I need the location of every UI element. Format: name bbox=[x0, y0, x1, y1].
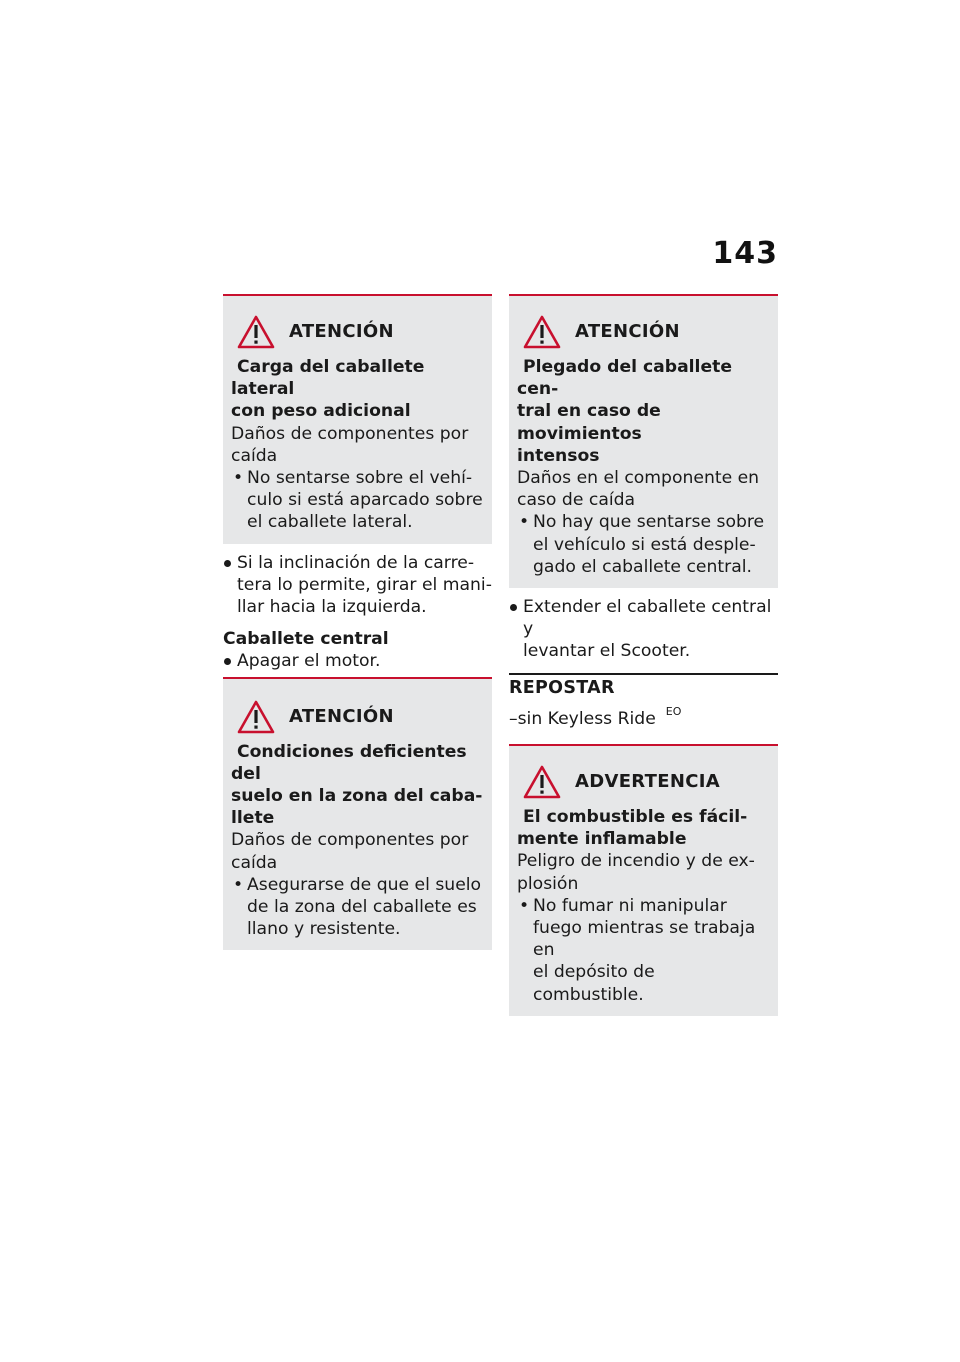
instruction-step bbox=[223, 552, 492, 619]
bullet-line: el caballete lateral. bbox=[247, 512, 413, 533]
box-title bbox=[231, 356, 484, 423]
title-line: llete bbox=[231, 808, 275, 829]
instruction-steps bbox=[509, 596, 778, 663]
text-line: caída bbox=[231, 445, 278, 466]
box-header bbox=[237, 699, 484, 735]
box-consequence bbox=[231, 423, 484, 467]
title-line-text: Carga del caballete lateral bbox=[231, 357, 425, 400]
step-line: llar hacia la izquierda. bbox=[237, 597, 427, 618]
text-line: plosión bbox=[517, 873, 579, 894]
instruction-steps bbox=[223, 552, 492, 619]
box-label: ATENCIÓN bbox=[289, 320, 394, 342]
attention-box-center-stand bbox=[509, 294, 778, 588]
variant-note bbox=[509, 701, 778, 730]
right-column bbox=[509, 294, 778, 1024]
text-line: Peligro de incendio y de ex- bbox=[517, 851, 755, 872]
warning-triangle-icon bbox=[523, 315, 561, 349]
bullet-line: • No sentarse sobre el vehí- bbox=[247, 468, 473, 489]
box-bullet bbox=[517, 895, 770, 1006]
title-line: con peso adicional bbox=[231, 401, 411, 422]
box-header bbox=[237, 314, 484, 350]
left-column bbox=[223, 294, 492, 958]
instruction-step bbox=[223, 650, 492, 672]
bullet-line: • No fumar ni manipular bbox=[533, 895, 727, 916]
title-line bbox=[231, 741, 484, 785]
bullet-line: el depósito de combustible. bbox=[533, 962, 655, 1005]
title-line: intensos bbox=[517, 445, 600, 466]
variant-code: EO bbox=[665, 704, 682, 718]
box-label: ATENCIÓN bbox=[575, 320, 680, 342]
bullet-line: el vehículo si está desple- bbox=[533, 534, 756, 555]
text-line: Daños en el componente en bbox=[517, 468, 760, 489]
box-bullet bbox=[231, 467, 484, 534]
box-consequence bbox=[517, 467, 770, 511]
step-line: tera lo permite, girar el mani- bbox=[237, 574, 492, 595]
warning-triangle-icon bbox=[523, 765, 561, 799]
step-line: Apagar el motor. bbox=[237, 651, 381, 672]
step-line: Si la inclinación de la carre- bbox=[237, 552, 475, 573]
step-line: levantar el Scooter. bbox=[523, 641, 691, 662]
box-header bbox=[523, 314, 770, 350]
box-consequence bbox=[231, 829, 484, 873]
text-line: Daños de componentes por bbox=[231, 830, 469, 851]
title-line: mente inflamable bbox=[517, 829, 687, 850]
variant-text: –sin Keyless Ride bbox=[509, 708, 656, 729]
box-label: ATENCIÓN bbox=[289, 705, 394, 727]
bullet-line: de la zona del caballete es bbox=[247, 897, 477, 918]
bullet-line: • No hay que sentarse sobre bbox=[533, 512, 765, 533]
title-line-text: Plegado del caballete cen- bbox=[517, 357, 732, 400]
box-header bbox=[523, 764, 770, 800]
instruction-step bbox=[509, 596, 778, 663]
box-label: ADVERTENCIA bbox=[575, 770, 720, 792]
title-line-text: Condiciones deficientes del bbox=[231, 741, 467, 784]
title-line: tral en caso de movimientos bbox=[517, 401, 661, 444]
box-title bbox=[231, 741, 484, 830]
section-title-refuel: REPOSTAR bbox=[509, 673, 778, 699]
warning-box-fuel bbox=[509, 744, 778, 1016]
box-bullet bbox=[231, 874, 484, 941]
box-bullet bbox=[517, 511, 770, 578]
warning-triangle-icon bbox=[237, 315, 275, 349]
title-line-text: El combustible es fácil- bbox=[523, 807, 748, 828]
text-line: caso de caída bbox=[517, 490, 636, 511]
title-line: suelo en la zona del caba- bbox=[231, 786, 483, 807]
warning-triangle-icon bbox=[237, 700, 275, 734]
attention-box-side-stand bbox=[223, 294, 492, 544]
box-title bbox=[517, 356, 770, 467]
title-line bbox=[231, 356, 484, 400]
text-line: Daños de componentes por bbox=[231, 423, 469, 444]
bullet-line: llano y resistente. bbox=[247, 919, 401, 940]
subheading-center-stand: Caballete central bbox=[223, 629, 389, 650]
bullet-line: gado el caballete central. bbox=[533, 556, 752, 577]
step-line: Extender el caballete central y bbox=[523, 597, 772, 640]
box-title bbox=[517, 806, 770, 850]
bullet-line: culo si está aparcado sobre bbox=[247, 490, 483, 511]
title-line bbox=[517, 806, 770, 828]
bullet-line: fuego mientras se trabaja en bbox=[533, 918, 756, 961]
text-line: caída bbox=[231, 852, 278, 873]
attention-box-ground bbox=[223, 679, 492, 951]
bullet-line: • Asegurarse de que el suelo bbox=[247, 874, 482, 895]
box-consequence bbox=[517, 850, 770, 894]
title-line bbox=[517, 356, 770, 400]
page-number: 143 bbox=[712, 236, 778, 271]
